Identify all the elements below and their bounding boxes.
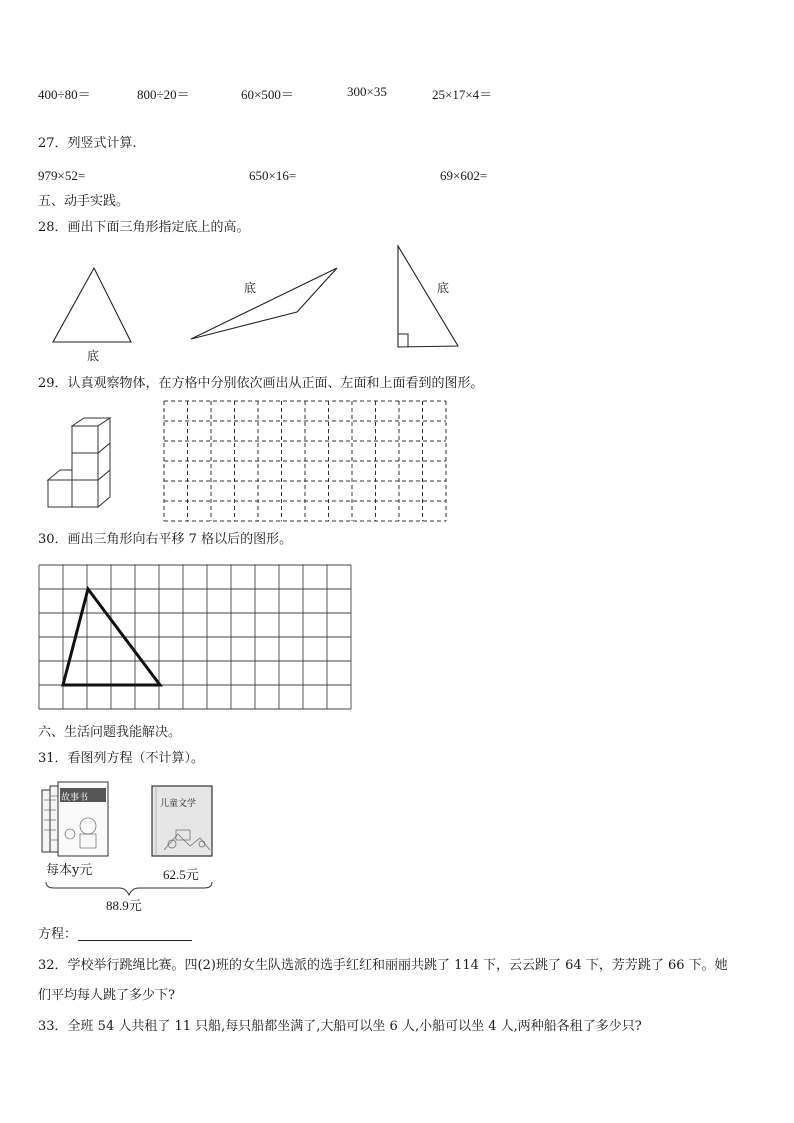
q31-price-each: 每本y元	[46, 863, 93, 878]
q29-cube-stack	[46, 418, 116, 510]
q31-equation-answer-line[interactable]	[78, 940, 192, 941]
q27-item-2: 650×16=	[249, 168, 297, 183]
q29-dashed-grid	[163, 400, 447, 522]
q31-equation-label: 方程：	[38, 927, 78, 942]
q28-base-label-1: 底	[87, 349, 100, 363]
q32-line-1: 32．学校举行跳绳比赛。四(2)班的女生队选派的选手红红和丽丽共跳了 114 下，云云跳了 64 下，芳芳跳了 66 下。她	[38, 958, 728, 973]
q33-text: 33．全班 54 人共租了 11 只船,每只船都坐满了,大船可以坐 6 人,小船可以坐 4 人,两种船各租了多少只?	[38, 1019, 642, 1034]
section-5-heading: 五、动手实践。	[38, 194, 130, 209]
q27-item-1: 979×52=	[38, 168, 86, 183]
oral-calc-1: 400÷80＝	[38, 87, 91, 102]
section-6-heading: 六、生活问题我能解决。	[38, 725, 182, 740]
q28-title: 28．画出下面三角形指定底上的高。	[38, 220, 250, 235]
q31-title: 31．看图列方程（不计算）。	[38, 751, 205, 766]
oral-calc-3: 60×500＝	[241, 87, 294, 102]
oral-calc-4: 300×35	[347, 84, 387, 99]
q31-book1-title: 故事书	[61, 793, 89, 803]
q28-base-label-2: 底	[244, 281, 257, 295]
q27-title: 27．列竖式计算.	[38, 136, 137, 151]
q32-line-2: 们平均每人跳了多少下?	[38, 988, 175, 1003]
q29-title: 29．认真观察物体，在方格中分别依次画出从正面、左面和上面看到的图形。	[38, 376, 484, 391]
oral-calc-5: 25×17×4＝	[432, 87, 493, 102]
oral-calc-2: 800÷20＝	[137, 87, 190, 102]
q30-title: 30．画出三角形向右平移 7 格以后的图形。	[38, 532, 293, 547]
q28-base-label-3: 底	[437, 281, 450, 295]
q31-total: 88.9元	[106, 898, 142, 913]
q31-price-book2: 62.5元	[163, 867, 199, 882]
q27-item-3: 69×602=	[440, 168, 488, 183]
q30-grid	[38, 563, 352, 711]
q31-book2-title: 儿童文学	[160, 799, 197, 809]
